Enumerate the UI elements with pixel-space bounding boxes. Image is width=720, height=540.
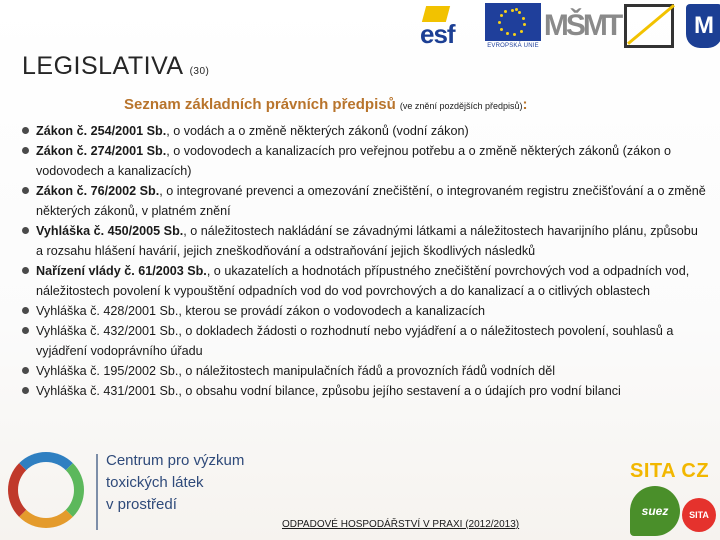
msmt-logo: MŠMT	[543, 9, 621, 42]
esf-logo-text: esf	[420, 19, 455, 49]
list-item	[20, 181, 708, 221]
cetox-line-3: v prostředí	[106, 496, 177, 513]
list-item	[20, 141, 708, 181]
list-item	[20, 221, 708, 261]
list-item	[20, 301, 708, 321]
item-text: Vyhláška č. 428/2001 Sb., kterou se provádí zákon o vodovodech a kanalizacích	[36, 304, 485, 318]
cetox-ring-icon	[8, 452, 84, 528]
cetox-line-1: Centrum pro výzkum	[106, 452, 245, 469]
sita-cz-logo: SITA CZ	[630, 460, 710, 482]
page-title	[22, 52, 209, 81]
course-footer: ODPADOVÉ HOSPODÁŘSTVÍ V PRAXI (2012/2013)	[282, 519, 520, 530]
subtitle-note: (ve znění pozdějších předpisů)	[399, 101, 523, 111]
item-bold: Zákon č. 254/2001 Sb.	[36, 124, 167, 138]
header-logos	[418, 0, 720, 52]
um-logo	[684, 2, 720, 50]
item-text: , o vodovodech a kanalizacích pro veřejnou potřebu a o změně některých zákonů (zákon o vodovodech a kanalizacích)	[36, 144, 671, 178]
item-bold: Zákon č. 274/2001 Sb.	[36, 144, 167, 158]
item-text: , o vodách a o změně některých zákonů (vodní zákon)	[166, 124, 469, 138]
item-bold: Vyhláška č. 450/2005 Sb.	[36, 224, 184, 238]
item-text: Vyhláška č. 432/2001 Sb., o dokladech žádosti o rozhodnutí nebo vyjádření a o náležitostech povolení, souhlasů a vyjádření vodoprávního úřadu	[36, 324, 674, 358]
list-item	[20, 381, 708, 401]
eu-logo	[482, 2, 544, 50]
list-item	[20, 121, 708, 141]
suez-logo: suez	[630, 486, 680, 536]
subtitle-text: Seznam základních právních předpisů	[124, 96, 396, 113]
cetox-logo	[8, 452, 268, 536]
cetox-divider	[96, 454, 98, 530]
eu-flag-icon	[485, 3, 541, 41]
um-shield-icon: M	[686, 4, 720, 48]
title-text: LEGISLATIVA	[22, 52, 184, 80]
opvk-frame-icon	[624, 4, 674, 48]
sita-badge: SITA	[682, 498, 716, 532]
list-item	[20, 261, 708, 301]
item-text: Vyhláška č. 195/2002 Sb., o náležitostech manipulačních řádů a provozních řádů vodních děl	[36, 364, 555, 378]
item-text: , o náležitostech nakládání se závadnými látkami a náležitostech havarijního plánu, způsobu a rozsahu hlášení havárií, jejich zneškodňování a odstraňování jejich škodlivých následků	[36, 224, 698, 258]
opvk-logo	[620, 2, 678, 50]
subtitle-colon: :	[522, 96, 528, 113]
item-text: , o ukazatelích a hodnotách přípustného znečištění povrchových vod a odpadních vod, náležitostech povolení k vypouštění odpadních vod do vod povrchových a do kanalizací a o citlivých oblastech	[36, 264, 690, 298]
legislation-list	[20, 121, 708, 401]
list-item	[20, 321, 708, 361]
item-bold: Zákon č. 76/2002 Sb.	[36, 184, 160, 198]
eu-logo-caption: EVROPSKÁ UNIE	[487, 43, 539, 49]
subtitle	[124, 96, 528, 113]
item-bold: Nařízení vlády č. 61/2003 Sb.	[36, 264, 207, 278]
list-item	[20, 361, 708, 381]
item-text: , o integrované prevenci a omezování znečištění, o integrovaném registru znečišťování a o změně některých zákonů, v platném znění	[36, 184, 706, 218]
item-text: Vyhláška č. 431/2001 Sb., o obsahu vodní bilance, způsobu jejího sestavení a o údajích pro vodní bilanci	[36, 384, 621, 398]
esf-logo	[418, 2, 476, 50]
cetox-line-2: toxických látek	[106, 474, 204, 491]
slide-number: (30)	[189, 66, 210, 77]
